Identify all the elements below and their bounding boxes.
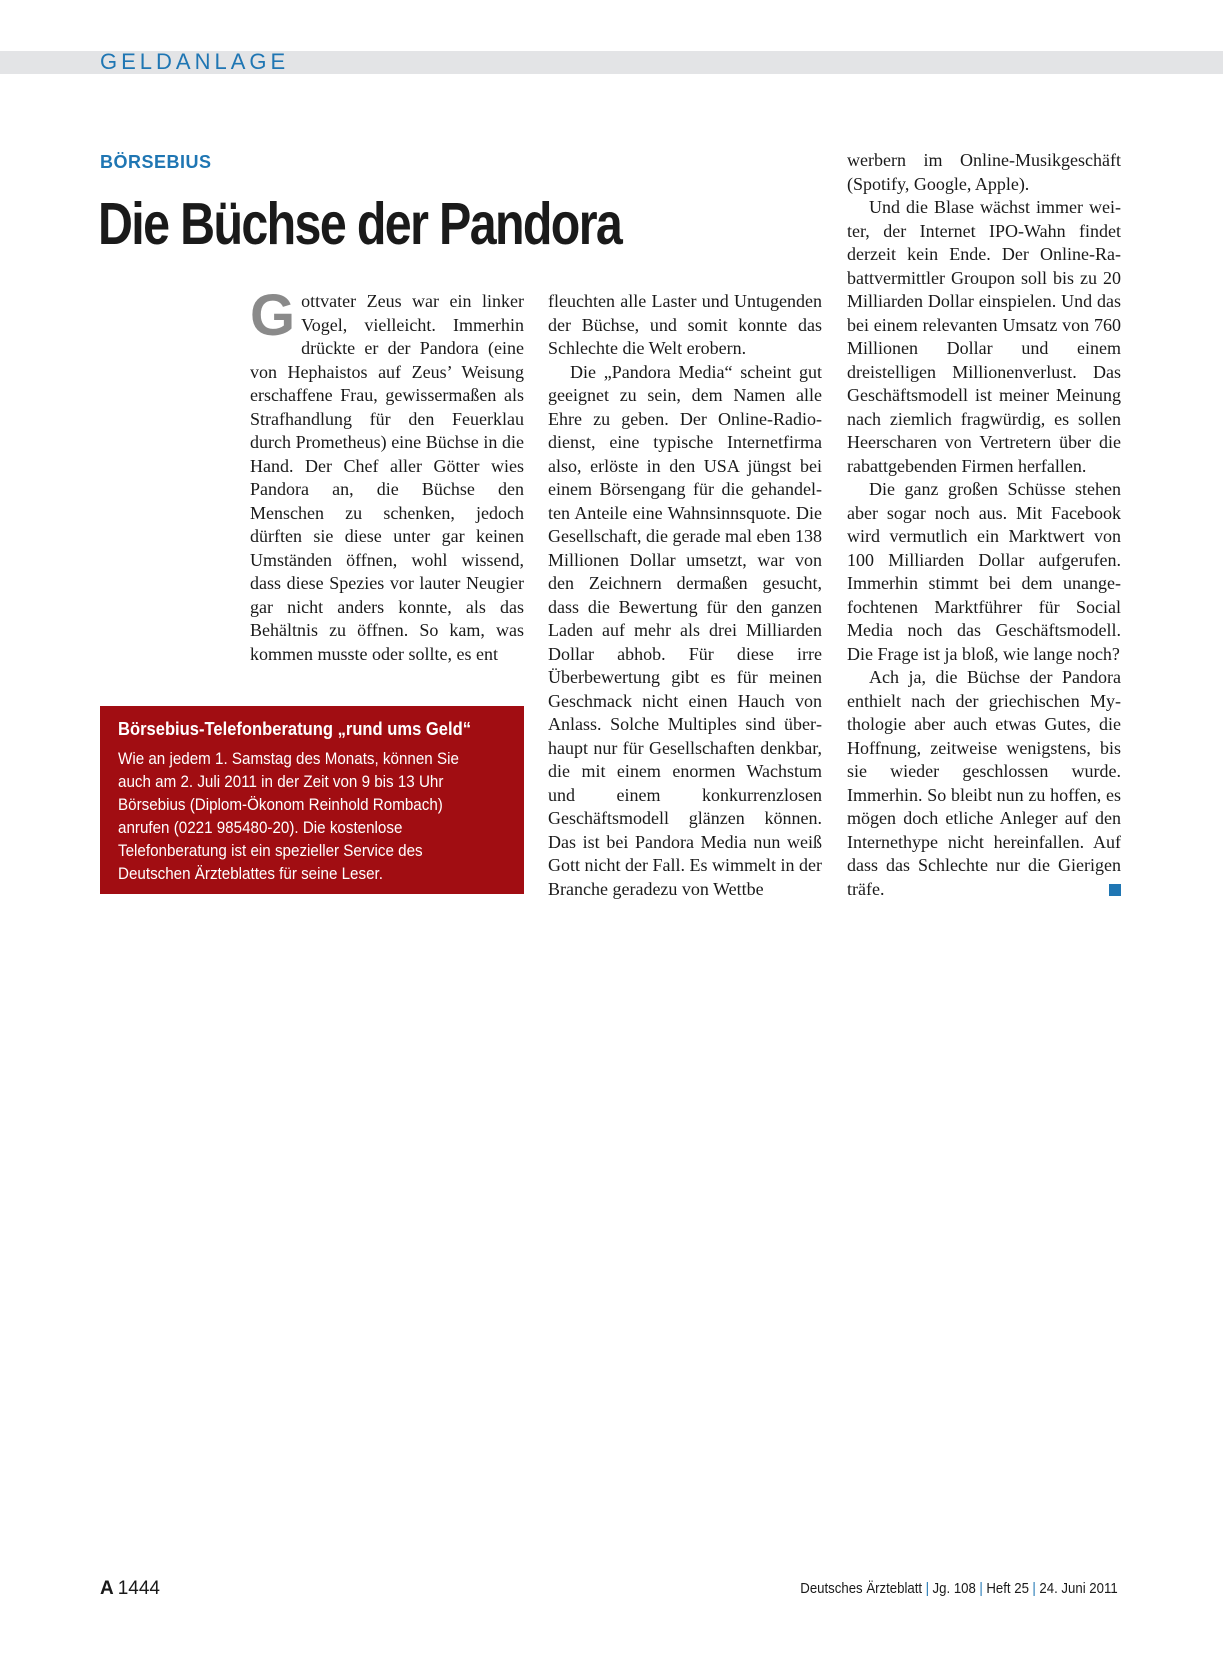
issue: Heft 25 [986, 1580, 1030, 1597]
page-number [100, 1578, 160, 1600]
info-box-line: Börsebius (Diplom-Ökonom Reinhold Rombach) [118, 796, 443, 814]
publication-info [801, 1580, 1118, 1597]
info-box-line: auch am 2. Juli 2011 in der Zeit von 9 bis 13 Uhr [118, 773, 444, 791]
page-number-value: 1444 [117, 1578, 161, 1599]
page-prefix: A [100, 1578, 114, 1599]
date: 24. Juni 2011 [1039, 1580, 1118, 1597]
paragraph: ottvater Zeus war ein linker Vogel, vielleicht. Immerhin drückte er der Pandora (eine von Hephaistos auf Zeus’ Weisung erschaffene Frau, gewissermaßen als Strafhandlung für den Feuerklau durch Prometheus) eine Büchse in die Hand. Der Chef aller Götter wies Pandora an, die Büchse den Menschen zu schenken, jedoch dürften sie diese unter gar keinen Umständen öffnen, wohl wissend, dass diese Spezies vor lauter Neugier gar nicht anders konnte, als das Behältnis zu öffnen. So kam, was kommen musste oder sollte, es ent [250, 291, 524, 664]
section-label: GELDANLAGE [100, 49, 290, 74]
separator: | [979, 1580, 984, 1597]
separator: | [1032, 1580, 1037, 1597]
paragraph: werbern im Online-Musikgeschäft (Spotify, Google, Apple). [847, 150, 1121, 194]
end-of-article-square-icon [1109, 884, 1121, 896]
paragraph: Die „Pandora Media“ scheint gut geeignet zu sein, dem Namen alle Ehre zu geben. Der Online-Radiodienst, eine typische Internetfirma also, erlöste in den USA jüngst bei einem Börsengang für die gehandelten Anteile eine Wahnsinnsquote. Die Gesellschaft, die gerade mal eben 138 Millionen Dollar umsetzt, war von den Zeichnern dermaßen gesucht, dass die Bewertung für den ganzen Laden auf mehr als drei Milliarden Dollar abhob. Für diese irre Überbewertung gibt es für meinen Geschmack nicht einen Hauch von Anlass. Solche Multiples sind überhaupt nur für Gesellschaften denkbar, die mit einem enormen Wachstum und einem konkurrenzlosen Geschäftsmodell glänzen können. Das ist bei Pandora Media nun weiß Gott nicht der Fall. Es wimmelt in der Branche geradezu von Wettbe [548, 361, 822, 899]
article-column-1 [250, 283, 524, 666]
separator: | [925, 1580, 930, 1597]
paragraph: Und die Blase wächst immer weiter, der Internet IPO-Wahn findet derzeit kein Ende. Der Online-Rabattvermittler Groupon soll bis zu 20 Milliarden Dollar einspielen. Und das bei einem relevanten Umsatz von 760 Millionen Dollar und einem dreistelligen Millionenverlust. Das Geschäftsmodell ist meiner Meinung nach ziemlich fragwürdig, es sollen Heerscharen von Vertretern über die rabattgebenden Firmen herfallen. [847, 197, 1121, 476]
volume: Jg. 108 [932, 1580, 977, 1597]
journal-name: Deutsches Ärzteblatt [800, 1580, 923, 1597]
paragraph: fleuchten alle Laster und Untugenden der Büchse, und somit konnte das Schlechte die Welt erobern. [548, 291, 822, 358]
article-kicker: BÖRSEBIUS [100, 152, 212, 172]
drop-cap: G [250, 283, 296, 348]
info-box-line: Wie an jedem 1. Samstag des Monats, können Sie [118, 750, 459, 768]
article-title: Die Büchse der Pandora [98, 191, 622, 257]
article-column-3 [847, 149, 1121, 901]
article-column-2 [548, 290, 822, 901]
paragraph: Ach ja, die Büchse der Pandora enthielt nach der griechischen Mythologie aber auch etwas Gutes, die Hoffnung, zeitweise wenigstens, bis sie wieder geschlossen wurde. Immerhin. So bleibt nun zu hoffen, es mögen doch etliche Anleger auf den Internethype nicht hereinfallen. Auf dass das Schlechte nur die Gierigen träfe. [847, 667, 1121, 899]
info-box-line: Telefonberatung ist ein spezieller Service des [118, 842, 423, 860]
info-box-line: anrufen (0221 985480-20). Die kostenlose [118, 819, 403, 837]
paragraph: Die ganz großen Schüsse stehen aber sogar noch aus. Mit Facebook wird vermutlich ein Marktwert von 100 Milliarden Dollar aufgerufen. Immerhin stimmt bei dem unangefochtenen Marktführer für Social Media noch das Geschäftsmodell. Die Frage ist ja bloß, wie lange noch? [847, 479, 1121, 664]
info-box-line: Deutschen Ärzteblattes für seine Leser. [118, 865, 383, 883]
info-box [100, 706, 524, 894]
info-box-title: Börsebius-Telefonberatung „rund ums Geld“ [118, 719, 472, 739]
